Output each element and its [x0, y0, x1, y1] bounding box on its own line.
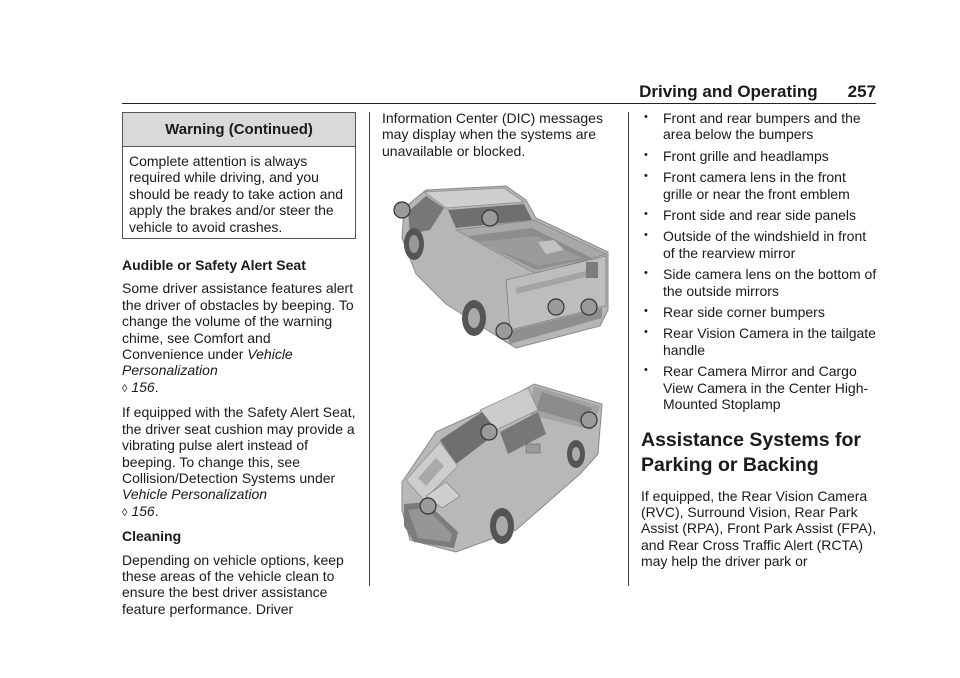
- page-ref-icon: ◊: [122, 506, 128, 519]
- page-ref-number[interactable]: 156: [131, 502, 155, 519]
- list-item: • Rear Camera Mirror and Cargo View Camera in the Center High-Mounted Stoplamp: [644, 363, 869, 413]
- assistance-paragraph-1: If equipped, the Rear Vision Camera (RVC), Surround Vision, Rear Park Assist (RPA), Front Park Assist (FPA), and Rear Cross Traffic Alert (RCTA) may help the driver park or: [641, 487, 877, 570]
- bullet-icon: •: [644, 229, 648, 242]
- bullet-icon: •: [644, 208, 648, 221]
- list-item: • Front side and rear side panels: [644, 207, 856, 224]
- cleaning-paragraph-1: Depending on vehicle options, keep these areas of the vehicle clean to ensure the best driver assistance feature performance. Driver: [122, 551, 344, 617]
- list-item: • Rear Vision Camera in the tailgate handle: [644, 325, 876, 358]
- warning-body: Complete attention is always required while driving, and you should be ready to take action and apply the brakes and/or steer the vehicle to avoid crashes.: [129, 153, 344, 235]
- vehicle-personalization-link[interactable]: Vehicle Personalization: [122, 346, 293, 379]
- warning-box: [122, 112, 356, 239]
- bullet-icon: •: [644, 111, 648, 123]
- column-divider-2: [628, 112, 629, 586]
- warning-title: Warning (Continued): [123, 113, 355, 147]
- assistance-systems-heading: Assistance Systems for Parking or Backing: [641, 428, 862, 476]
- page-ref-icon: ◊: [122, 382, 128, 395]
- header-rule: [122, 103, 876, 104]
- bullet-icon: •: [644, 326, 648, 339]
- cleaning-areas-list: [641, 110, 877, 413]
- list-item: • Front camera lens in the front grille or near the front emblem: [644, 169, 850, 202]
- cleaning-heading: Cleaning: [122, 528, 182, 545]
- list-item: • Outside of the windshield in front of the rearview mirror: [644, 228, 867, 261]
- vehicle-personalization-link[interactable]: Vehicle Personalization: [122, 486, 268, 503]
- column-1: [122, 112, 356, 624]
- bullet-icon: •: [644, 170, 648, 183]
- cleaning-paragraph-2: Information Center (DIC) messages may display when the systems are unavailable or blocked.: [382, 110, 603, 159]
- bullet-icon: •: [644, 305, 648, 318]
- bullet-icon: •: [644, 148, 648, 161]
- list-item: • Rear side corner bumpers: [644, 304, 825, 321]
- list-item: • Front grille and headlamps: [644, 147, 829, 164]
- page-number: 257: [847, 82, 876, 101]
- list-item: • Front and rear bumpers and the area below the bumpers: [644, 110, 861, 143]
- bullet-icon: •: [644, 364, 648, 377]
- audible-seat-paragraph-2: If equipped with the Safety Alert Seat, the driver seat cushion may provide a vibrating pulse alert instead of beeping. To change this, see Collision/Detection Systems under Vehicle Personalization ◊ 156.: [122, 404, 356, 519]
- column-3: [641, 110, 877, 577]
- bullet-icon: •: [644, 267, 648, 280]
- truck-rear-view-illustration: [386, 178, 614, 356]
- page-ref-number[interactable]: 156: [131, 378, 155, 395]
- list-item: • Side camera lens on the bottom of the outside mirrors: [644, 266, 877, 299]
- page-header: [122, 82, 876, 102]
- column-divider-1: [369, 112, 370, 586]
- audible-seat-heading: Audible or Safety Alert Seat: [122, 257, 306, 274]
- column-2: [382, 110, 618, 166]
- audible-seat-paragraph-1: Some driver assistance features alert the driver of obstacles by beeping. To change the volume of the warning chime, see Comfort and Convenience under Vehicle Personalization ◊ 156.: [122, 280, 354, 395]
- truck-front-view-illustration: [396, 370, 608, 562]
- section-title: Driving and Operating: [639, 82, 818, 101]
